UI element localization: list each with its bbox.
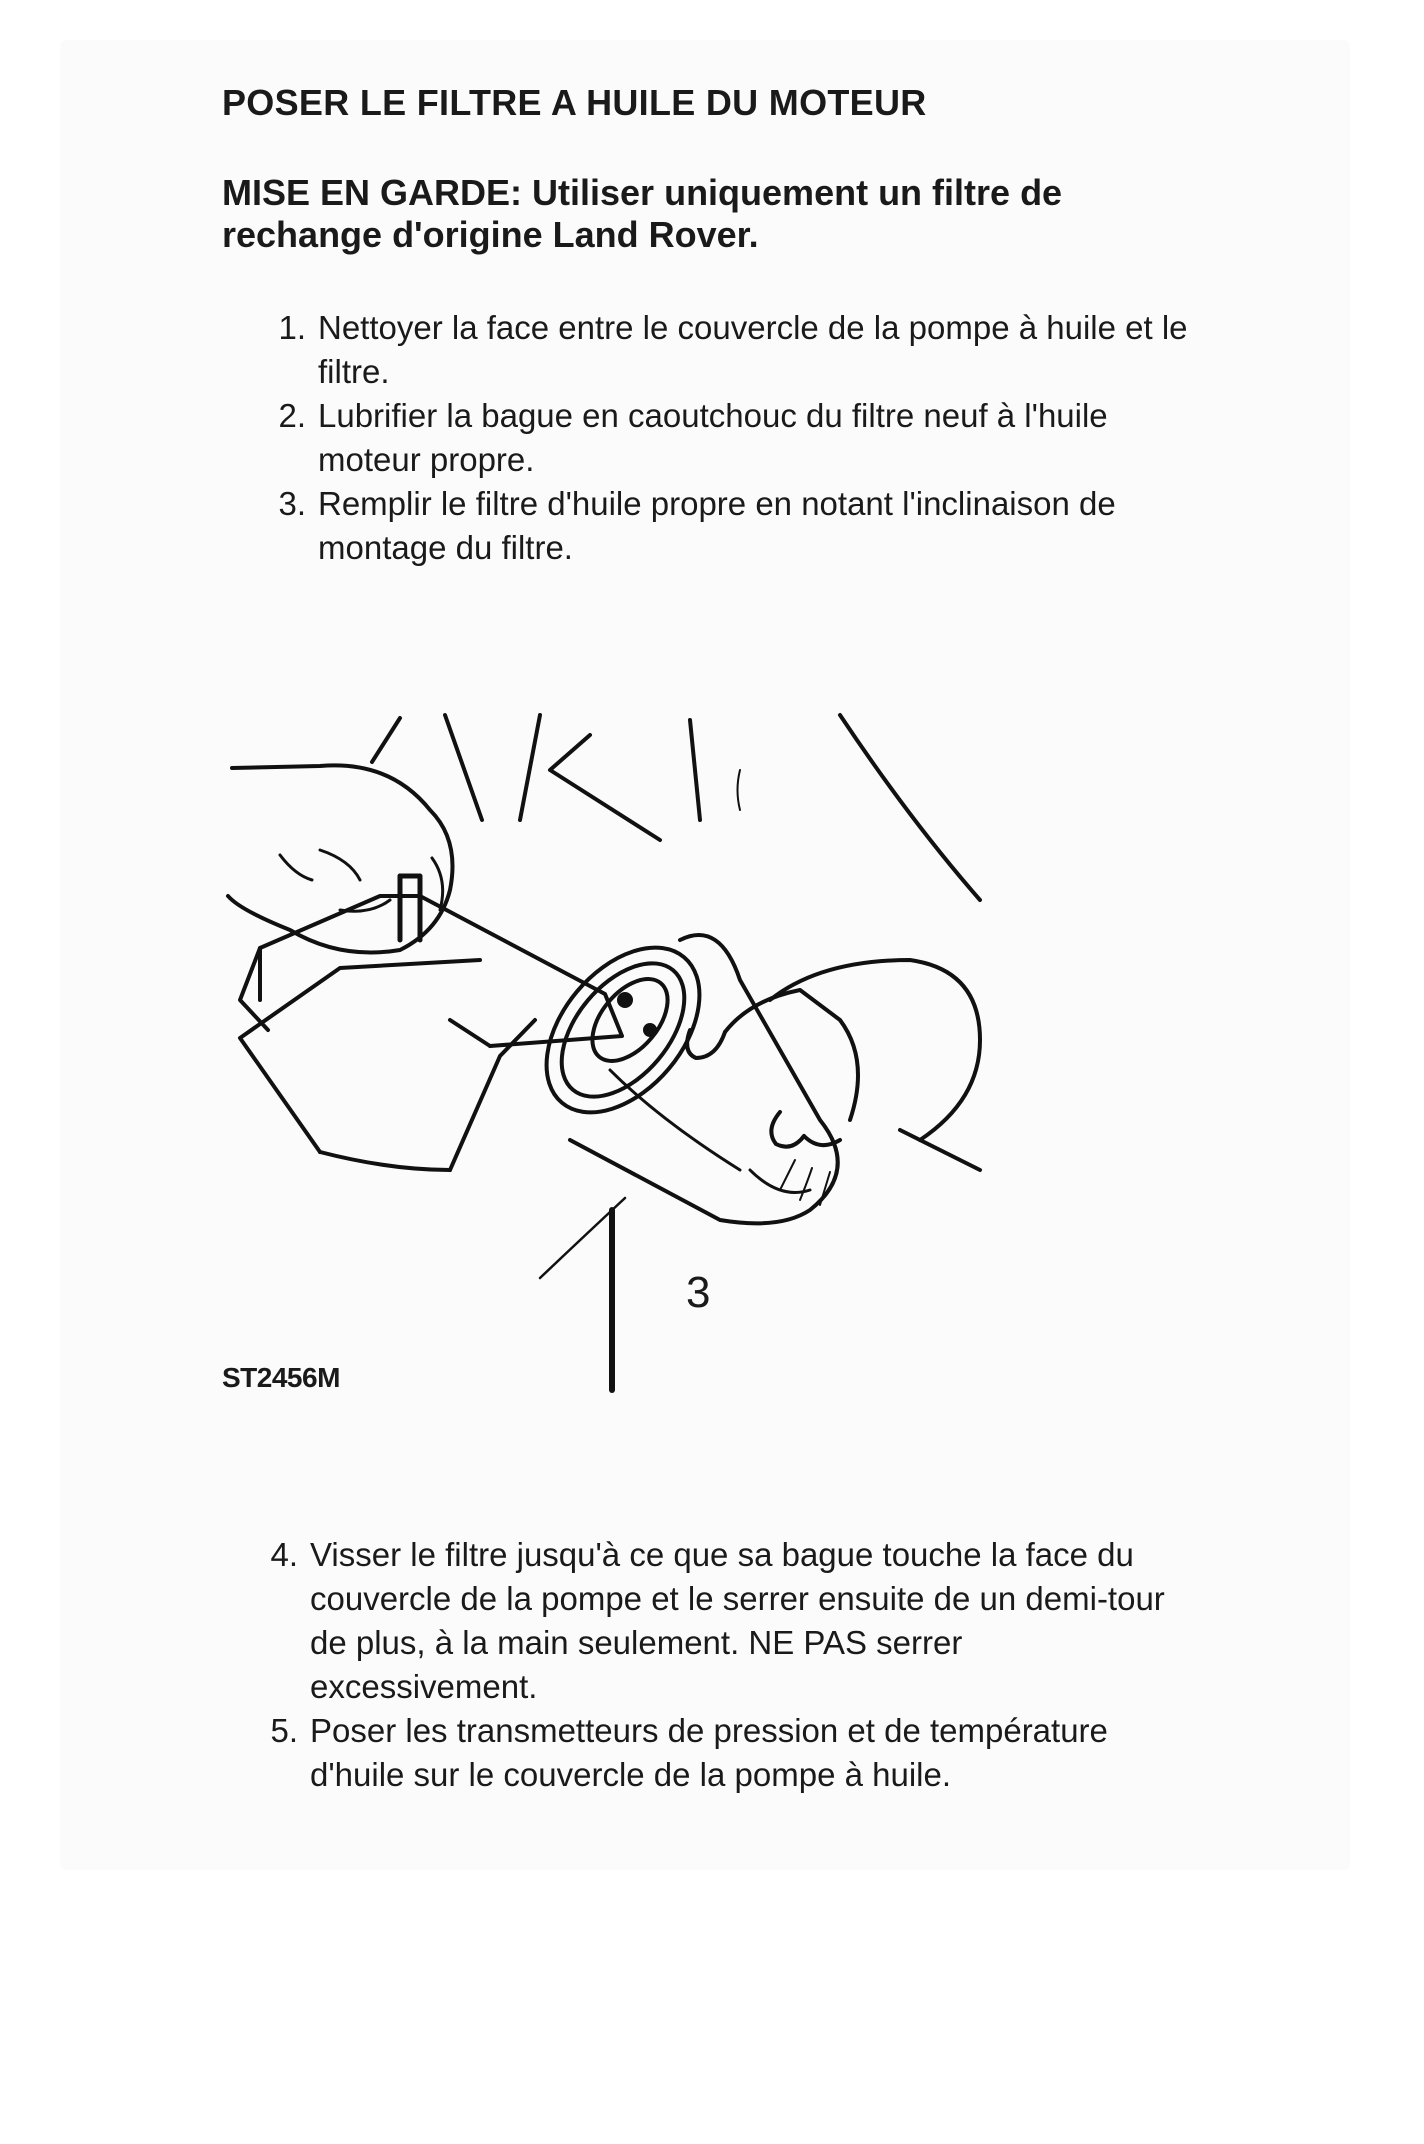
warning-text: MISE EN GARDE: Utiliser uniquement un filtre de rechange d'origine Land Rover. xyxy=(222,172,1063,255)
step-item xyxy=(266,306,1206,394)
step-text: Nettoyer la face entre le couvercle de la pompe à huile et le filtre. xyxy=(318,309,1188,390)
step-item xyxy=(266,482,1206,570)
step-number: 1. xyxy=(278,309,306,346)
step-number: 4. xyxy=(270,1536,298,1573)
step-text: Remplir le filtre d'huile propre en notant l'inclinaison de montage du filtre. xyxy=(318,485,1116,566)
steps-list-after xyxy=(258,1533,1198,1797)
step-item xyxy=(258,1709,1198,1797)
page-title: POSER LE FILTRE A HUILE DU MOTEUR xyxy=(222,82,927,123)
step-item xyxy=(258,1533,1198,1709)
step-number: 5. xyxy=(270,1712,298,1749)
step-item xyxy=(266,394,1206,482)
callout-label: 3 xyxy=(686,1268,711,1317)
figure-code: ST2456M xyxy=(222,1362,340,1393)
step-text: Lubrifier la bague en caoutchouc du filtre neuf à l'huile moteur propre. xyxy=(318,397,1108,478)
step-text: Visser le filtre jusqu'à ce que sa bague touche la face du couvercle de la pompe et le serrer ensuite de un demi-tour de plus, à la main seulement. NE PAS serrer excessivement. xyxy=(310,1536,1165,1705)
step-number: 2. xyxy=(278,397,306,434)
step-text: Poser les transmetteurs de pression et de température d'huile sur le couvercle de la pompe à huile. xyxy=(310,1712,1108,1793)
step-number: 3. xyxy=(278,485,306,522)
steps-list-before xyxy=(266,306,1206,570)
